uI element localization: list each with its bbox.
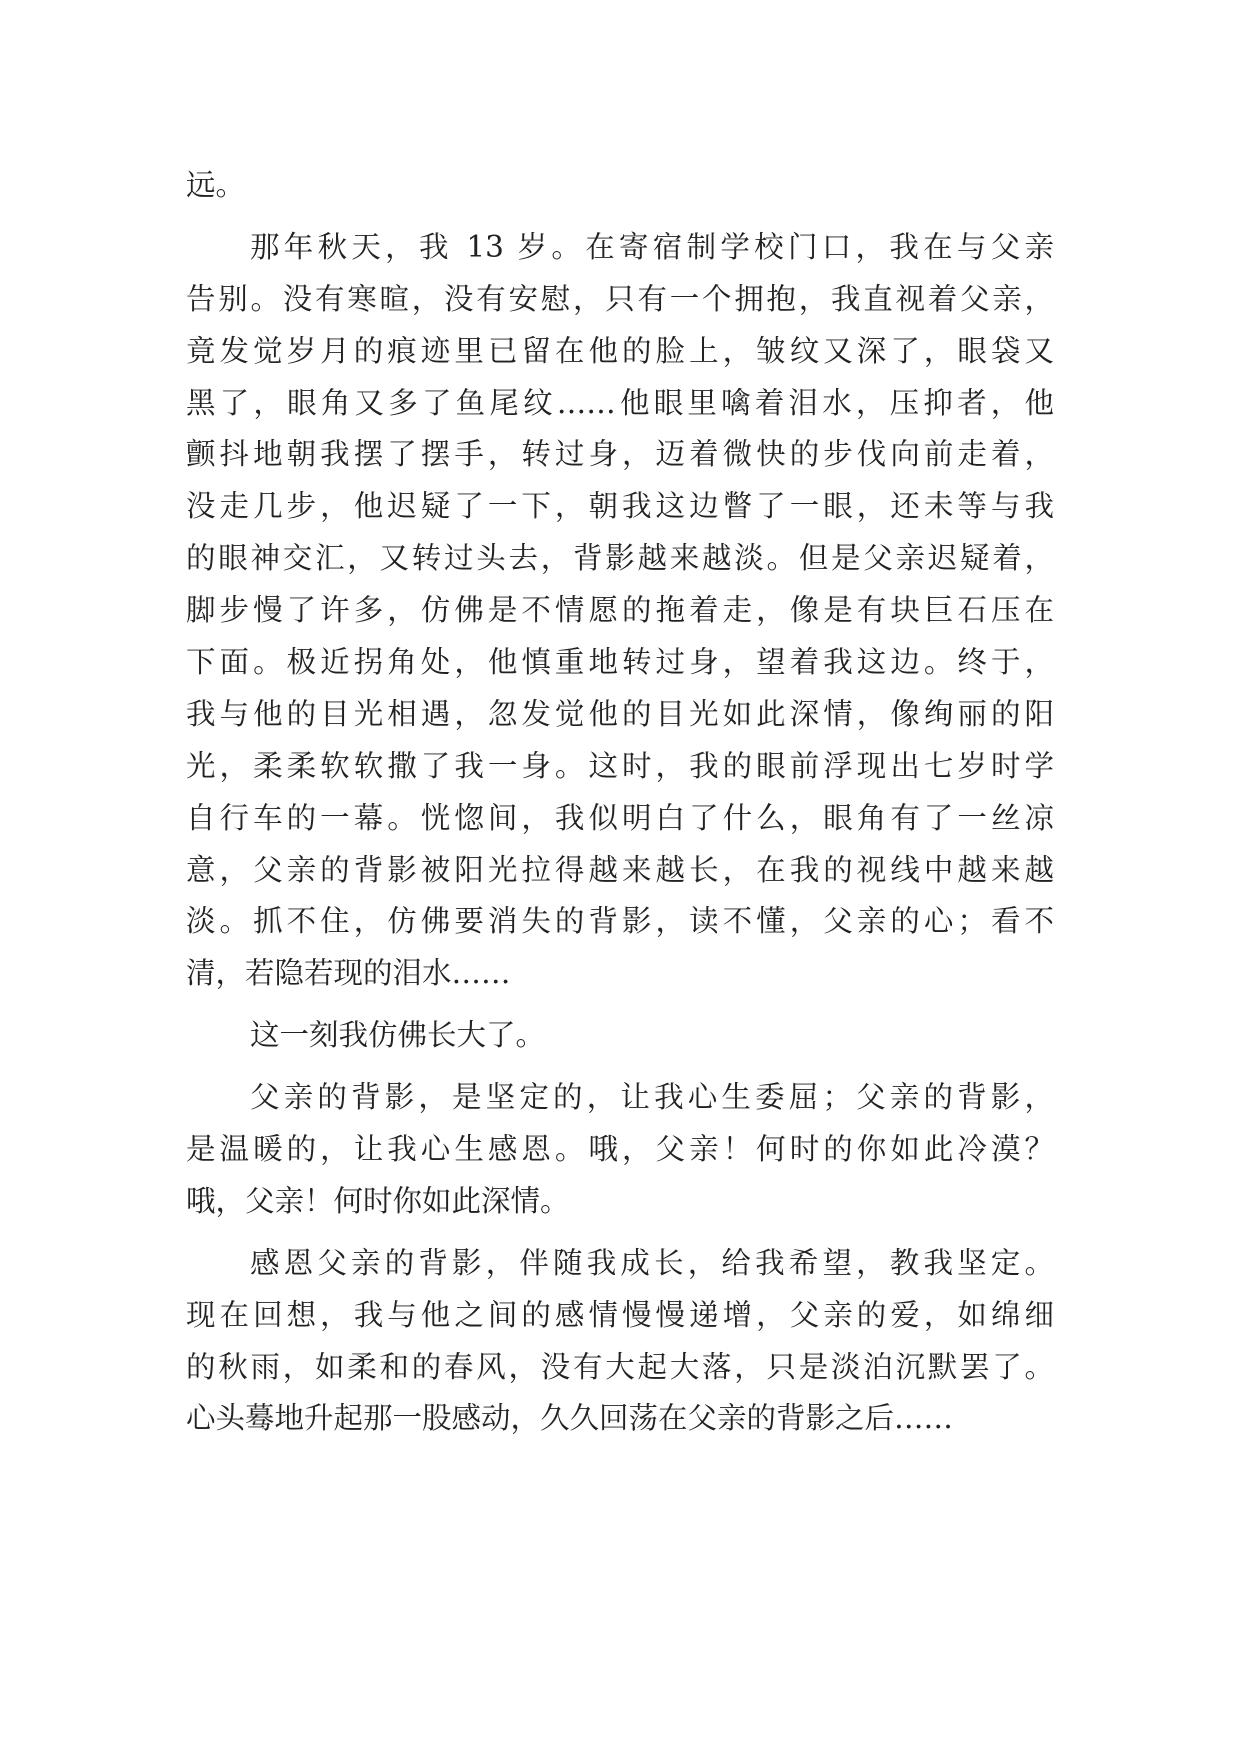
text-line: 颤抖地朝我摆了摆手，转过身，迈着微快的步伐向前走着，: [186, 437, 1054, 472]
paragraph-2: [186, 222, 1054, 1000]
paragraph-5: [186, 1238, 1054, 1446]
text-line: 我与他的目光相遇，忽发觉他的目光如此深情，像绚丽的阳: [186, 696, 1054, 731]
text-line: 哦，父亲！何时你如此深情。: [186, 1183, 570, 1218]
document-body: [186, 160, 1054, 1445]
text-line: 现在回想，我与他之间的感情慢慢递增，父亲的爱，如绵细: [186, 1297, 1054, 1332]
text-line: 淡。抓不住，仿佛要消失的背影，读不懂，父亲的心；看不: [186, 904, 1054, 939]
text-line: 父亲的背影，是坚定的，让我心生委屈；父亲的背影，: [250, 1080, 1054, 1115]
text-line: 的秋雨，如柔和的春风，没有大起大落，只是淡泊沉默罢了。: [186, 1349, 1054, 1384]
text-line: 是温暖的，让我心生感恩。哦，父亲！何时的你如此冷漠？: [186, 1132, 1054, 1167]
text-line: 心头蓦地升起那一股感动，久久回荡在父亲的背影之后……: [186, 1401, 954, 1436]
text-line: 感恩父亲的背影，伴随我成长，给我希望，教我坚定。: [250, 1245, 1054, 1280]
text-line: 意，父亲的背影被阳光拉得越来越长，在我的视线中越来越: [186, 852, 1054, 887]
text-line: 下面。极近拐角处，他慎重地转过身，望着我这边。终于，: [186, 645, 1054, 680]
text-line: 清，若隐若现的泪水……: [186, 956, 511, 991]
paragraph-1: [186, 160, 1054, 212]
text-line: 竟发觉岁月的痕迹里已留在他的脸上，皱纹又深了，眼袋又: [186, 333, 1054, 368]
text-line: 的眼神交汇，又转过头去，背影越来越淡。但是父亲迟疑着，: [186, 541, 1054, 576]
text-line: 自行车的一幕。恍惚间，我似明白了什么，眼角有了一丝凉: [186, 800, 1054, 835]
text-line: 远。: [186, 168, 246, 202]
text-line: 那年秋天，我 13 岁。在寄宿制学校门口，我在与父亲: [250, 229, 1054, 264]
text-line: 这一刻我仿佛长大了。: [250, 1018, 546, 1053]
text-line: 黑了，眼角又多了鱼尾纹……他眼里噙着泪水，压抑者，他: [186, 385, 1054, 420]
paragraph-4: [186, 1072, 1054, 1228]
paragraph-3: [186, 1010, 1054, 1062]
text-line: 脚步慢了许多，仿佛是不情愿的拖着走，像是有块巨石压在: [186, 593, 1054, 628]
text-line: 没走几步，他迟疑了一下，朝我这边瞥了一眼，还未等与我: [186, 489, 1054, 524]
text-line: 光，柔柔软软撒了我一身。这时，我的眼前浮现出七岁时学: [186, 748, 1054, 783]
text-line: 告别。没有寒暄，没有安慰，只有一个拥抱，我直视着父亲，: [186, 281, 1054, 316]
